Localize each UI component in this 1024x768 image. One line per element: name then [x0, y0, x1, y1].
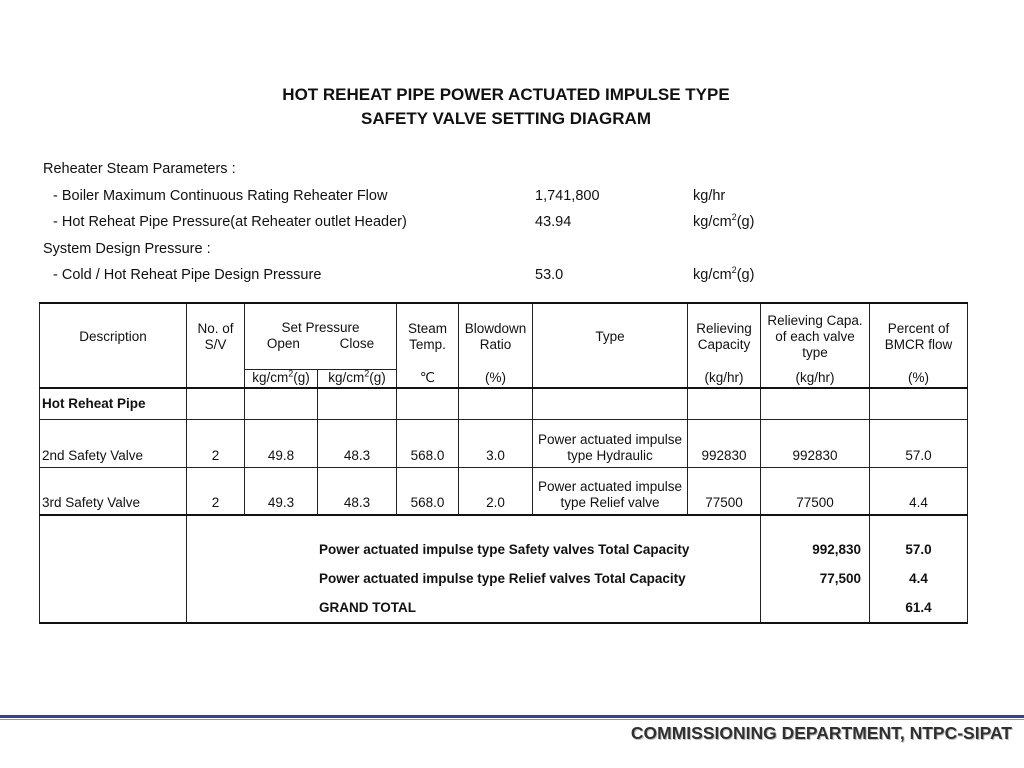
footer-text: COMMISSIONING DEPARTMENT, NTPC-SIPAT [630, 723, 1012, 743]
unit-open [245, 369, 318, 388]
row-no-sv: 2 [187, 467, 245, 515]
header-set-pressure [245, 303, 397, 369]
row-type-line-1: Power actuated impulse [537, 479, 683, 494]
header-percent-bmcr: Percent of BMCR flow [870, 303, 968, 369]
row-no-sv: 2 [187, 419, 245, 467]
unit-close [318, 369, 397, 388]
design-pressure-unit [693, 262, 754, 289]
bmcr-unit: kg/hr [693, 187, 726, 204]
param-row-bmcr [43, 183, 823, 210]
row-relieving-each: 992830 [761, 419, 870, 467]
table-row [40, 419, 968, 467]
unit-superscript: 2 [288, 369, 294, 379]
footer-divider [0, 715, 1024, 718]
unit-gauge: (g) [736, 214, 755, 230]
total-relief-capacity: 77,500 [819, 571, 861, 586]
header-open: Open [266, 336, 300, 352]
row-blowdown: 2.0 [459, 467, 533, 515]
title-line-1: HOT REHEAT PIPE POWER ACTUATED IMPULSE TYPE [282, 85, 730, 104]
unit-blowdown: (%) [459, 369, 533, 388]
table-row [40, 467, 968, 515]
steam-parameters [43, 156, 823, 289]
design-pressure-value: 53.0 [535, 267, 564, 283]
row-percent: 57.0 [870, 419, 968, 467]
total-relief-percent: 4.4 [909, 571, 928, 586]
units-row [40, 369, 968, 388]
header-set-pressure-label: Set Pressure [281, 320, 360, 336]
unit-temp: ℃ [397, 369, 459, 388]
totals-labels [187, 515, 761, 623]
hrh-pressure-label: - Hot Reheat Pipe Pressure(at Reheater outlet Header) [53, 214, 407, 230]
totals-blank [40, 515, 187, 623]
row-type [533, 467, 688, 515]
param-row-hrh-pressure [43, 209, 823, 236]
unit-base: kg/cm [693, 214, 732, 230]
param-row-system-heading [43, 236, 823, 263]
title-line-2: SAFETY VALVE SETTING DIAGRAM [361, 109, 651, 128]
unit-percent: (%) [870, 369, 968, 388]
unit-gauge: (g) [293, 370, 310, 386]
unit-gauge: (g) [736, 267, 755, 283]
header-close: Close [339, 336, 375, 352]
header-no-sv: No. of S/V [187, 303, 245, 369]
unit-base: kg/cm [252, 370, 289, 386]
unit-base: kg/cm [693, 267, 732, 283]
unit-type [533, 369, 688, 388]
row-type-line-2: type Relief valve [560, 495, 660, 510]
section-row [40, 388, 968, 419]
row-description: 3rd Safety Valve [40, 467, 187, 515]
unit-no-sv [187, 369, 245, 388]
unit-superscript: 2 [731, 265, 737, 276]
row-type-line-2: type Hydraulic [567, 447, 653, 463]
row-relieving-each: 77500 [761, 467, 870, 515]
unit-relieving-each: (kg/hr) [761, 369, 870, 388]
unit-superscript: 2 [731, 212, 737, 223]
row-relieving-capacity: 992830 [688, 419, 761, 467]
row-open: 49.8 [245, 419, 318, 467]
unit-base: kg/cm [328, 370, 365, 386]
unit-gauge: (g) [369, 370, 386, 386]
bmcr-value: 1,741,800 [535, 187, 600, 204]
row-temp: 568.0 [397, 467, 459, 515]
bmcr-label: - Boiler Maximum Continuous Rating Reheater Flow [53, 187, 388, 204]
design-pressure-label: - Cold / Hot Reheat Pipe Design Pressure [53, 267, 322, 283]
row-blowdown: 3.0 [459, 419, 533, 467]
total-safety-percent: 57.0 [905, 542, 932, 557]
grand-total-percent: 61.4 [905, 600, 932, 615]
total-safety-capacity: 992,830 [812, 542, 861, 557]
row-relieving-capacity: 77500 [688, 467, 761, 515]
row-close: 48.3 [318, 419, 397, 467]
param-row-reheater-heading [43, 156, 823, 183]
totals-row [40, 515, 968, 623]
header-relieving-each: Relieving Capa. of each valve type [761, 303, 870, 369]
total-relief-label: Power actuated impulse type Relief valves Total Capacity [319, 571, 686, 586]
totals-percent [870, 515, 968, 623]
row-open: 49.3 [245, 467, 318, 515]
param-row-design-pressure [43, 262, 823, 289]
grand-total-label: GRAND TOTAL [319, 600, 416, 615]
system-design-heading: System Design Pressure : [43, 240, 211, 257]
unit-description [40, 369, 187, 388]
header-type: Type [533, 303, 688, 369]
row-temp: 568.0 [397, 419, 459, 467]
hrh-pressure-value: 43.94 [535, 214, 572, 230]
row-percent: 4.4 [870, 467, 968, 515]
total-safety-label: Power actuated impulse type Safety valves Total Capacity [319, 542, 690, 557]
grand-total-capacity [763, 593, 861, 622]
header-relieving-capacity: Relieving Capacity [688, 303, 761, 369]
header-description: Description [40, 303, 187, 369]
reheater-heading: Reheater Steam Parameters : [43, 161, 236, 177]
section-label: Hot Reheat Pipe [40, 388, 187, 419]
row-description: 2nd Safety Valve [40, 419, 187, 467]
header-blowdown: Blowdown Ratio [459, 303, 533, 369]
row-type-line-1: Power actuated impulse [537, 431, 683, 447]
header-steam-temp: Steam Temp. [397, 303, 459, 369]
document-title [0, 83, 1012, 131]
header-open-close [247, 336, 394, 352]
unit-superscript: 2 [364, 369, 370, 379]
safety-valve-table [39, 302, 968, 624]
footer-divider-thin [0, 719, 1024, 720]
unit-relieving-capacity: (kg/hr) [688, 369, 761, 388]
row-close: 48.3 [318, 467, 397, 515]
header-row [40, 303, 968, 369]
totals-capacity [761, 515, 870, 623]
row-type [533, 419, 688, 467]
hrh-pressure-unit [693, 209, 754, 236]
